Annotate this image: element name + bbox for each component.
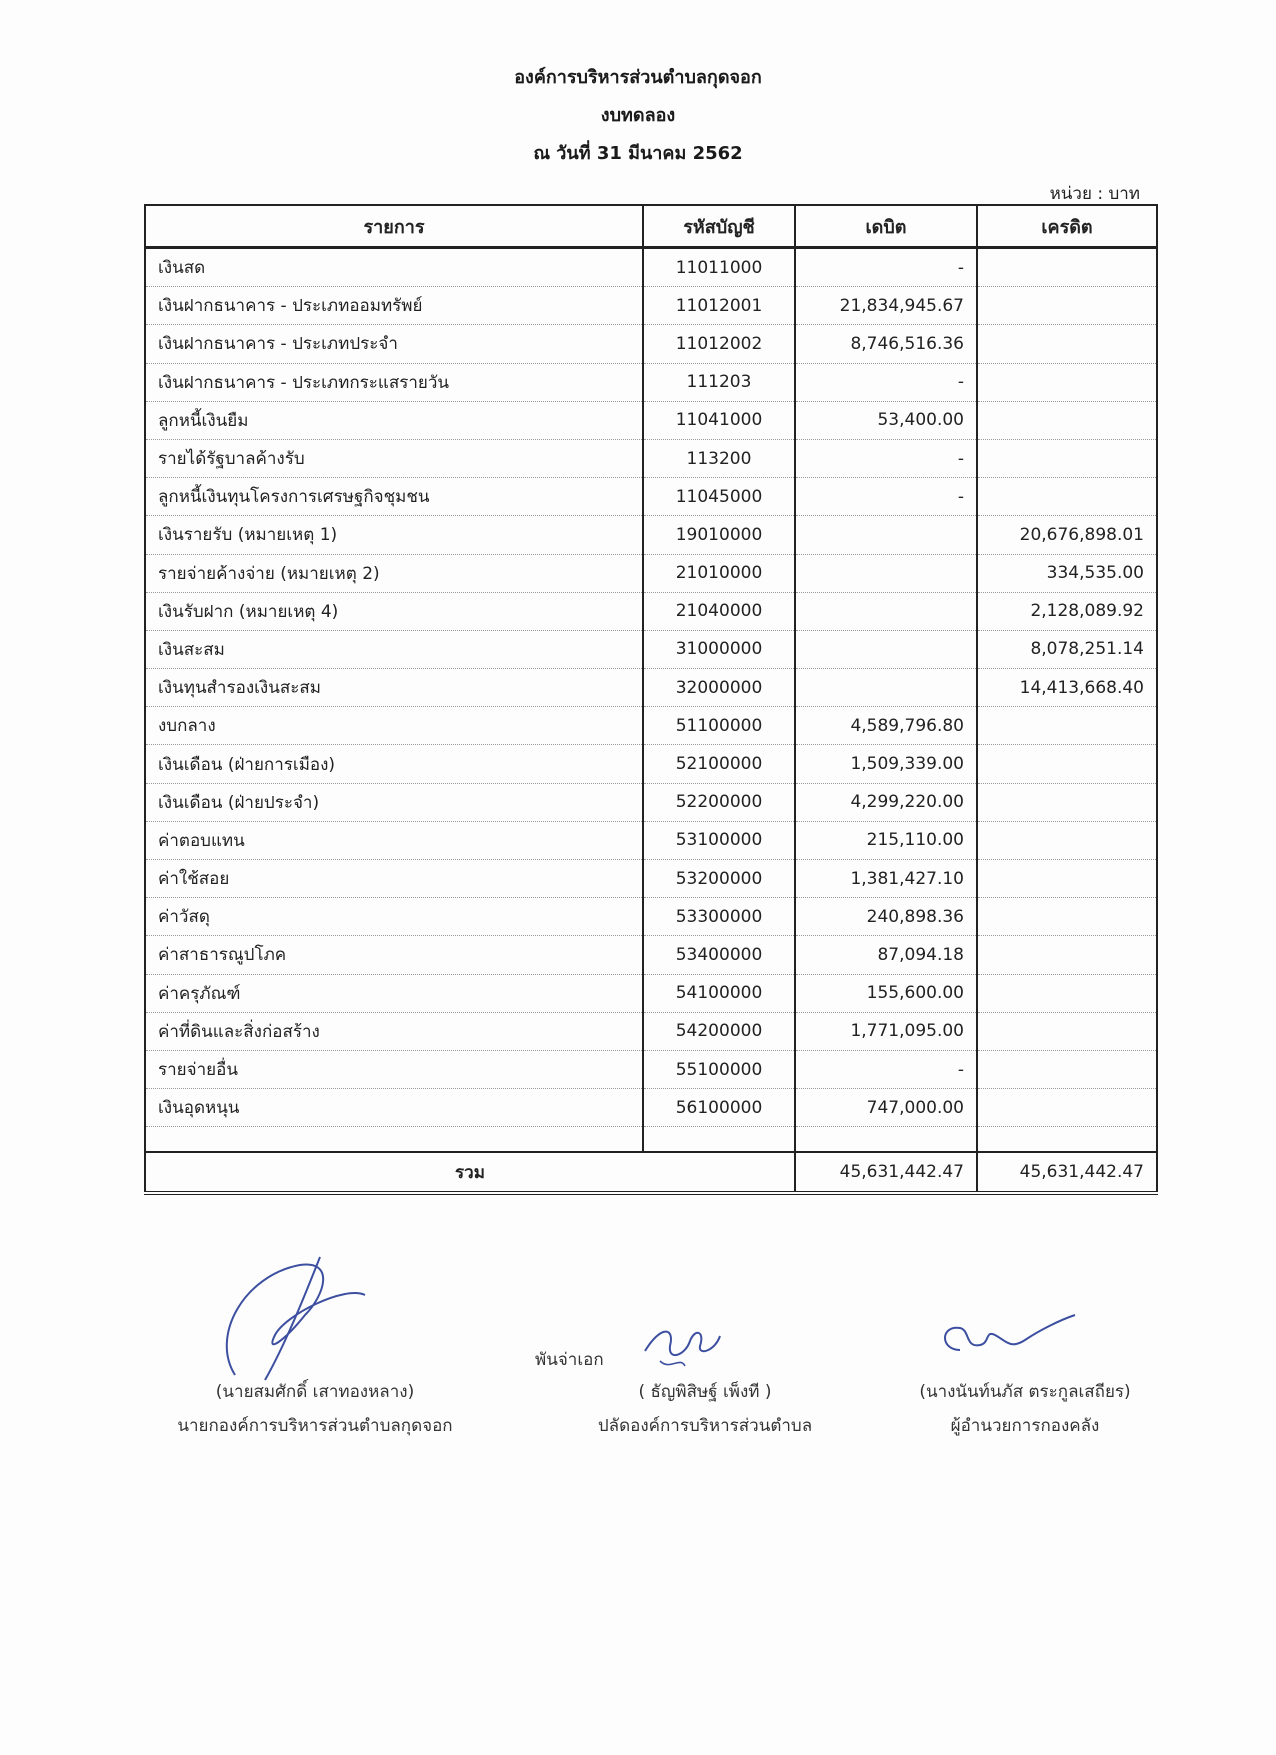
table-row — [145, 936, 1157, 974]
row-credit: 8,078,251.14 — [977, 630, 1157, 668]
row-debit: - — [795, 478, 977, 516]
row-account-code: 53300000 — [643, 898, 795, 936]
row-debit — [795, 630, 977, 668]
trial-balance-table — [144, 204, 1156, 1195]
row-item-name: เงินทุนสำรองเงินสะสม — [145, 669, 643, 707]
row-debit — [795, 592, 977, 630]
row-account-code: 52200000 — [643, 783, 795, 821]
column-header-credit: เครดิต — [977, 205, 1157, 248]
row-item-name: เงินสด — [145, 248, 643, 287]
row-debit: 8,746,516.36 — [795, 325, 977, 363]
row-debit: 53,400.00 — [795, 401, 977, 439]
row-debit — [795, 516, 977, 554]
row-item-name: เงินเดือน (ฝ่ายการเมือง) — [145, 745, 643, 783]
row-item-name: ค่าสาธารณูปโภค — [145, 936, 643, 974]
row-account-code: 51100000 — [643, 707, 795, 745]
mayor-name: (นายสมศักดิ์ เสาทองหลาง) — [215, 1382, 415, 1402]
table-row — [145, 248, 1157, 287]
row-credit — [977, 439, 1157, 477]
row-debit: 215,110.00 — [795, 821, 977, 859]
finance-name: (นางนันท์นภัส ตระกูลเสถียร) — [919, 1382, 1131, 1402]
row-account-code: 55100000 — [643, 1050, 795, 1088]
row-account-code: 53200000 — [643, 860, 795, 898]
row-credit — [977, 1012, 1157, 1050]
table-row — [145, 821, 1157, 859]
row-account-code: 21010000 — [643, 554, 795, 592]
row-debit: 4,299,220.00 — [795, 783, 977, 821]
table-row — [145, 401, 1157, 439]
row-credit — [977, 1050, 1157, 1088]
document-date: ณ วันที่ 31 มีนาคม 2562 — [533, 143, 743, 164]
row-credit: 334,535.00 — [977, 554, 1157, 592]
row-account-code: 53400000 — [643, 936, 795, 974]
row-debit: 4,589,796.80 — [795, 707, 977, 745]
row-account-code: 11045000 — [643, 478, 795, 516]
row-account-code: 11012001 — [643, 287, 795, 325]
row-debit: 1,771,095.00 — [795, 1012, 977, 1050]
row-account-code: 113200 — [643, 439, 795, 477]
row-debit: 240,898.36 — [795, 898, 977, 936]
row-item-name: เงินฝากธนาคาร - ประเภทกระแสรายวัน — [145, 363, 643, 401]
finance-signature — [935, 1310, 1085, 1370]
table-row — [145, 707, 1157, 745]
table-row — [145, 592, 1157, 630]
unit-label: หน่วย : บาท — [1049, 184, 1140, 204]
row-account-code: 11011000 — [643, 248, 795, 287]
row-account-code: 52100000 — [643, 745, 795, 783]
row-item-name: เงินฝากธนาคาร - ประเภทออมทรัพย์ — [145, 287, 643, 325]
row-account-code: 54200000 — [643, 1012, 795, 1050]
row-item-name: ค่าตอบแทน — [145, 821, 643, 859]
column-header-item: รายการ — [145, 205, 643, 248]
row-credit — [977, 898, 1157, 936]
row-item-name: เงินอุดหนุน — [145, 1089, 643, 1127]
row-credit — [977, 401, 1157, 439]
row-item-name: เงินฝากธนาคาร - ประเภทประจำ — [145, 325, 643, 363]
row-item-name: ค่าครุภัณฑ์ — [145, 974, 643, 1012]
row-item-name: เงินสะสม — [145, 630, 643, 668]
row-debit: 1,509,339.00 — [795, 745, 977, 783]
mayor-position: นายกองค์การบริหารส่วนตำบลกุดจอก — [177, 1416, 453, 1436]
row-account-code: 21040000 — [643, 592, 795, 630]
row-debit — [795, 554, 977, 592]
row-debit: 87,094.18 — [795, 936, 977, 974]
row-account-code: 19010000 — [643, 516, 795, 554]
org-name: องค์การบริหารส่วนตำบลกุดจอก — [514, 67, 762, 88]
table-row — [145, 554, 1157, 592]
mayor-signature — [205, 1255, 385, 1385]
row-debit: 21,834,945.67 — [795, 287, 977, 325]
row-item-name: งบกลาง — [145, 707, 643, 745]
row-credit: 20,676,898.01 — [977, 516, 1157, 554]
row-debit: - — [795, 1050, 977, 1088]
row-account-code: 11012002 — [643, 325, 795, 363]
row-credit — [977, 478, 1157, 516]
row-credit — [977, 936, 1157, 974]
column-header-debit: เดบิต — [795, 205, 977, 248]
row-debit: - — [795, 363, 977, 401]
clerk-signature — [640, 1316, 730, 1376]
clerk-name: ( ธัญพิสิษฐ์ เพ็งที ) — [638, 1382, 772, 1402]
row-account-code: 111203 — [643, 363, 795, 401]
row-item-name: ค่าใช้สอย — [145, 860, 643, 898]
table-header-row — [145, 205, 1157, 248]
row-account-code: 53100000 — [643, 821, 795, 859]
clerk-position: ปลัดองค์การบริหารส่วนตำบล — [597, 1416, 813, 1436]
row-account-code: 31000000 — [643, 630, 795, 668]
table-row — [145, 478, 1157, 516]
row-account-code: 32000000 — [643, 669, 795, 707]
table-spacer-row — [145, 1127, 1157, 1153]
spacer-cell — [145, 1127, 643, 1153]
table-row — [145, 669, 1157, 707]
row-debit — [795, 669, 977, 707]
row-credit — [977, 860, 1157, 898]
table-row — [145, 1089, 1157, 1127]
row-item-name: ลูกหนี้เงินทุนโครงการเศรษฐกิจชุมชน — [145, 478, 643, 516]
row-account-code: 11041000 — [643, 401, 795, 439]
row-item-name: รายจ่ายค้างจ่าย (หมายเหตุ 2) — [145, 554, 643, 592]
row-debit: 155,600.00 — [795, 974, 977, 1012]
table-row — [145, 516, 1157, 554]
row-item-name: เงินเดือน (ฝ่ายประจำ) — [145, 783, 643, 821]
row-item-name: รายได้รัฐบาลค้างรับ — [145, 439, 643, 477]
row-debit: 1,381,427.10 — [795, 860, 977, 898]
table-row — [145, 1012, 1157, 1050]
row-item-name: เงินรายรับ (หมายเหตุ 1) — [145, 516, 643, 554]
row-account-code: 54100000 — [643, 974, 795, 1012]
spacer-cell — [795, 1127, 977, 1153]
table-row — [145, 783, 1157, 821]
total-credit: 45,631,442.47 — [977, 1152, 1157, 1193]
row-credit — [977, 821, 1157, 859]
finance-position: ผู้อำนวยการกองคลัง — [950, 1416, 1100, 1436]
row-credit — [977, 707, 1157, 745]
table-row — [145, 325, 1157, 363]
row-credit — [977, 287, 1157, 325]
row-item-name: ค่าที่ดินและสิ่งก่อสร้าง — [145, 1012, 643, 1050]
row-debit: - — [795, 248, 977, 287]
table-row — [145, 860, 1157, 898]
table-body — [145, 248, 1157, 1194]
table-row — [145, 363, 1157, 401]
table-row — [145, 439, 1157, 477]
mayor-signature-block — [150, 1375, 480, 1443]
row-item-name: ค่าวัสดุ — [145, 898, 643, 936]
finance-signature-block — [860, 1375, 1190, 1443]
row-credit — [977, 363, 1157, 401]
total-debit: 45,631,442.47 — [795, 1152, 977, 1193]
row-debit: 747,000.00 — [795, 1089, 977, 1127]
row-account-code: 56100000 — [643, 1089, 795, 1127]
spacer-cell — [977, 1127, 1157, 1153]
row-item-name: เงินรับฝาก (หมายเหตุ 4) — [145, 592, 643, 630]
total-label: รวม — [145, 1152, 795, 1193]
table-row — [145, 974, 1157, 1012]
table-row — [145, 287, 1157, 325]
document-title: งบทดลอง — [600, 105, 676, 126]
row-item-name: รายจ่ายอื่น — [145, 1050, 643, 1088]
column-header-code: รหัสบัญชี — [643, 205, 795, 248]
table-row — [145, 630, 1157, 668]
row-credit — [977, 783, 1157, 821]
row-item-name: ลูกหนี้เงินยืม — [145, 401, 643, 439]
table-row — [145, 898, 1157, 936]
table-total-row — [145, 1152, 1157, 1193]
row-credit — [977, 1089, 1157, 1127]
clerk-rank: พันจ่าเอก — [535, 1350, 604, 1370]
spacer-cell — [643, 1127, 795, 1153]
row-credit: 2,128,089.92 — [977, 592, 1157, 630]
row-credit — [977, 248, 1157, 287]
table-row — [145, 745, 1157, 783]
table-row — [145, 1050, 1157, 1088]
row-credit — [977, 974, 1157, 1012]
row-credit — [977, 745, 1157, 783]
clerk-signature-block — [540, 1375, 870, 1443]
row-debit: - — [795, 439, 977, 477]
row-credit: 14,413,668.40 — [977, 669, 1157, 707]
row-credit — [977, 325, 1157, 363]
